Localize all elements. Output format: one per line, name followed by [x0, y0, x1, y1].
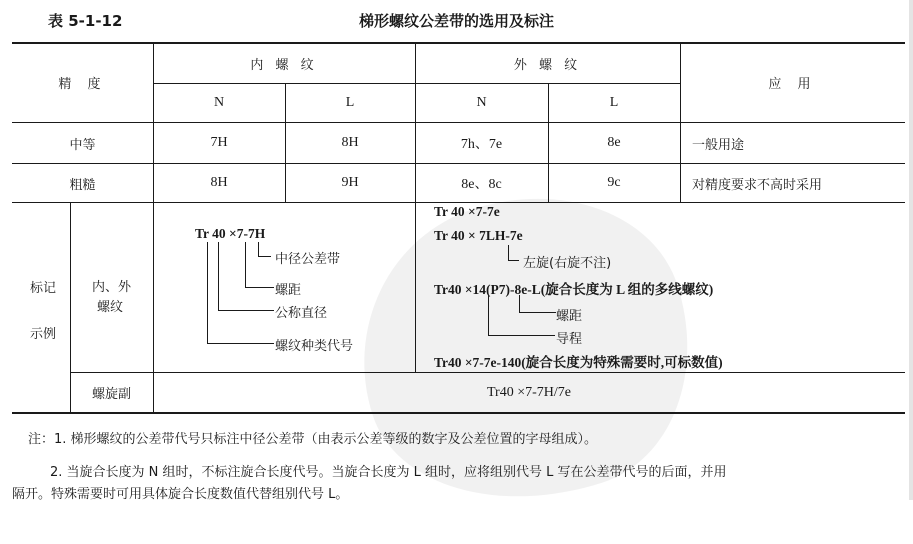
label-lead: 导程 — [556, 332, 583, 347]
label-pitch-diameter-tolerance: 中径公差带 — [275, 252, 341, 267]
note-2-line2: 隔开。特殊需要时可用具体旋合长度数值代替组别代号 L。 — [12, 487, 349, 502]
row-external-N: 7h、7e — [460, 137, 503, 152]
header-internal-L: L — [345, 95, 355, 110]
note-2-line1: 2. 当旋合长度为 N 组时，不标注旋合长度代号。当旋合长度为 L 组时，应将组别代号 L 写在公差带代号的后面，并用 — [50, 465, 727, 480]
header-internal-N: N — [213, 95, 225, 110]
header-external-thread: 外 螺 纹 — [513, 57, 582, 73]
table-title: 梯形螺纹公差带的选用及标注 — [358, 12, 554, 30]
external-example-2: Tr 40 × 7LH-7e — [434, 228, 523, 243]
watermark — [322, 156, 729, 543]
label-nominal-diameter: 公称直径 — [275, 306, 328, 321]
row-internal-L: 8H — [341, 135, 359, 150]
row-application: 对精度要求不高时采用 — [692, 177, 823, 193]
thread-label-line1: 内、外 — [92, 280, 132, 295]
external-example-4: Tr40 ×7-7e-140(旋合长度为特殊需要时,可标数值) — [434, 355, 723, 370]
thread-pair-code: Tr40 ×7-7H/7e — [487, 384, 571, 400]
label-pitch: 螺距 — [275, 283, 302, 298]
row-precision: 中等 — [69, 137, 96, 153]
table-number: 表 5-1-12 — [48, 12, 123, 30]
marking-group-label-1: 标记 — [30, 281, 57, 296]
row-external-L: 9c — [607, 175, 621, 190]
header-external-N: N — [476, 95, 487, 110]
table-bottom-rule — [12, 412, 905, 414]
internal-example-code: Tr 40 ×7-7H — [195, 226, 266, 241]
note-1: 注：1. 梯形螺纹的公差带代号只标注中径公差带（由表示公差等级的数字及公差位置的字母组成）。 — [28, 432, 598, 447]
marking-group-label-2: 示例 — [30, 327, 57, 342]
row2-bottom-rule — [12, 202, 905, 203]
header-internal-thread: 内 螺 纹 — [250, 57, 318, 73]
external-example-1: Tr 40 ×7-7e — [434, 204, 500, 219]
header-precision: 精 度 — [58, 77, 107, 92]
header-external-L: L — [609, 95, 619, 110]
leader-thread-type — [207, 242, 274, 344]
row-internal-N: 8H — [210, 175, 228, 190]
row-internal-L: 9H — [341, 175, 359, 190]
label-left-hand: 左旋(右旋不注) — [523, 256, 612, 271]
label-thread-type-code: 螺纹种类代号 — [275, 339, 354, 354]
leader-left-hand — [508, 245, 519, 261]
row-external-N: 8e、8c — [461, 177, 502, 192]
external-example-3: Tr40 ×14(P7)-8e-L(旋合长度为 L 组的多线螺纹) — [434, 282, 714, 297]
label-pitch-ext: 螺距 — [556, 309, 583, 324]
row-internal-N: 7H — [210, 135, 228, 150]
scrollbar[interactable] — [909, 0, 913, 500]
row-application: 一般用途 — [692, 137, 745, 153]
header-application: 应 用 — [768, 77, 817, 92]
thread-label-line2: 螺纹 — [97, 300, 124, 315]
leader-lead — [488, 295, 555, 336]
row-precision: 粗糙 — [69, 177, 96, 193]
thread-pair-label: 螺旋副 — [91, 387, 131, 402]
row-external-L: 8e — [607, 135, 621, 150]
